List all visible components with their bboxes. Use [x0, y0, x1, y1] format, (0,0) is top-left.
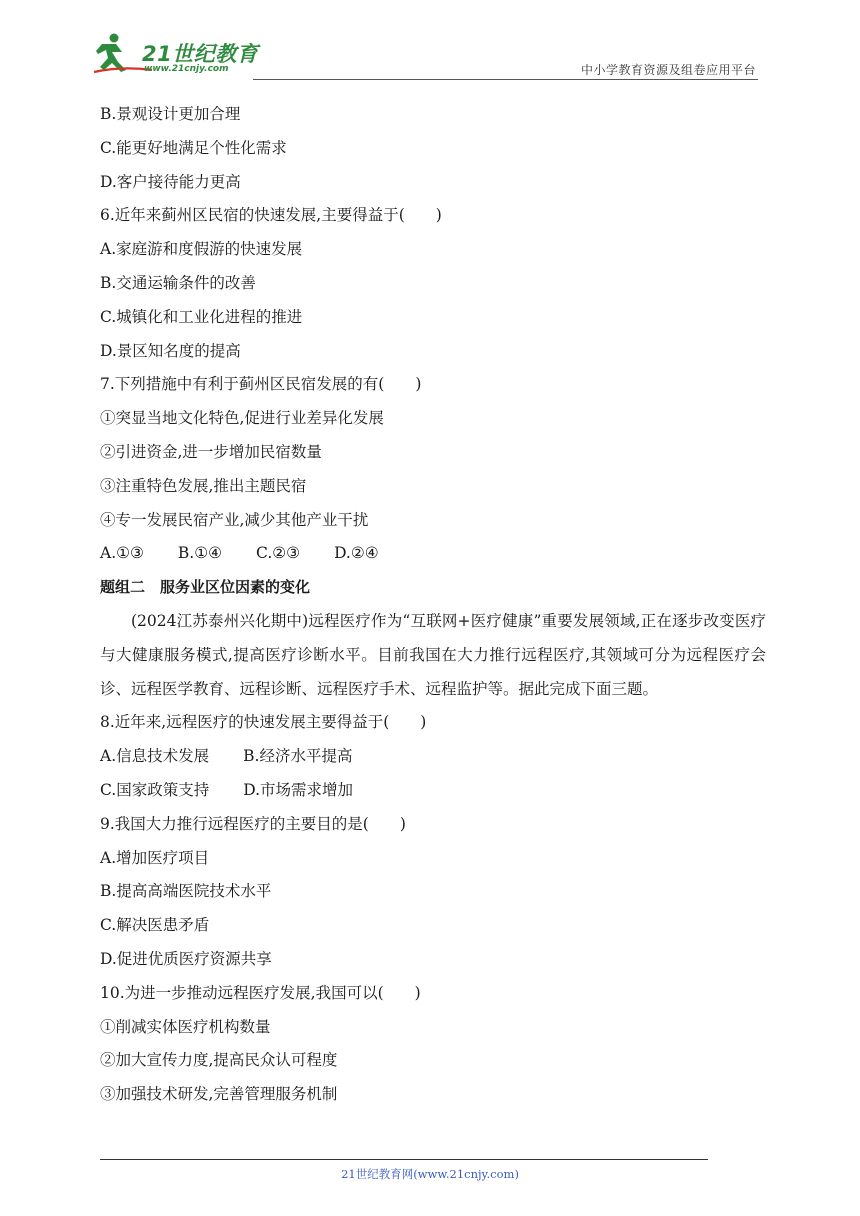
logo-wordmark: 21世纪教育: [142, 42, 259, 66]
statement-line: ①突显当地文化特色,促进行业差异化发展: [100, 409, 384, 428]
option-line: C.解决医患矛盾: [100, 916, 210, 935]
reading-passage: (2024江苏泰州兴化期中)远程医疗作为“互联网+医疗健康”重要发展领域,正在逐步改变医疗与大健康服务模式,提高医疗诊断水平。目前我国在大力推行远程医疗,其领域可分为远程医疗会诊、远程医学教育、远程诊断、远程医疗手术、远程监护等。据此完成下面三题。: [100, 611, 766, 698]
site-logo: [92, 30, 262, 80]
option-line: B.景观设计更加合理: [100, 105, 241, 123]
question-content: [100, 98, 766, 1112]
option-a: A.信息技术发展: [100, 747, 210, 766]
option-d: D.市场需求增加: [243, 780, 354, 799]
option-line: D.景区知名度的提高: [100, 341, 241, 360]
option-c: C.国家政策支持: [100, 780, 210, 799]
option-line: D.客户接待能力更高: [100, 172, 241, 191]
option-line: A.家庭游和度假游的快速发展: [100, 240, 303, 259]
q7-options: [100, 537, 766, 571]
statement-line: ①削减实体医疗机构数量: [100, 1017, 271, 1036]
question-stem: 7.下列措施中有利于蓟州区民宿发展的有( ): [100, 375, 422, 394]
header-divider: [253, 79, 758, 80]
platform-title: 中小学教育资源及组卷应用平台: [580, 63, 756, 77]
statement-line: ②加大宣传力度,提高民众认可程度: [100, 1051, 338, 1070]
section-heading: 题组二 服务业区位因素的变化: [100, 578, 311, 597]
option-line: A.增加医疗项目: [100, 848, 210, 867]
option-a: A.①③: [100, 544, 144, 563]
question-stem: 8.近年来,远程医疗的快速发展主要得益于( ): [100, 713, 427, 732]
option-b: B.①④: [177, 544, 223, 563]
q8-options-row1: [100, 740, 766, 774]
option-line: C.城镇化和工业化进程的推进: [100, 307, 303, 326]
question-stem: 6.近年来蓟州区民宿的快速发展,主要得益于( ): [100, 206, 442, 225]
option-line: B.提高高端医院技术水平: [100, 882, 272, 901]
q8-options-row2: [100, 774, 766, 808]
question-stem: 10.为进一步推动远程医疗发展,我国可以( ): [100, 983, 421, 1002]
page-header: [0, 0, 860, 80]
statement-line: ②引进资金,进一步增加民宿数量: [100, 442, 322, 461]
option-line: C.能更好地满足个性化需求: [100, 138, 287, 157]
footer-link[interactable]: 21世纪教育网(www.21cnjy.com): [341, 1167, 519, 1181]
option-c: C.②③: [256, 544, 301, 563]
statement-line: ④专一发展民宿产业,减少其他产业干扰: [100, 510, 369, 529]
question-stem: 9.我国大力推行远程医疗的主要目的是( ): [100, 814, 406, 833]
option-b: B.经济水平提高: [243, 747, 353, 766]
option-d: D.②④: [334, 544, 379, 563]
statement-line: ③加强技术研发,完善管理服务机制: [100, 1085, 338, 1104]
statement-line: ③注重特色发展,推出主题民宿: [100, 476, 307, 495]
option-line: D.促进优质医疗资源共享: [100, 949, 272, 968]
footer-divider: [100, 1159, 708, 1160]
logo-url: www.21cnjy.com: [144, 64, 229, 74]
option-line: B.交通运输条件的改善: [100, 273, 256, 292]
